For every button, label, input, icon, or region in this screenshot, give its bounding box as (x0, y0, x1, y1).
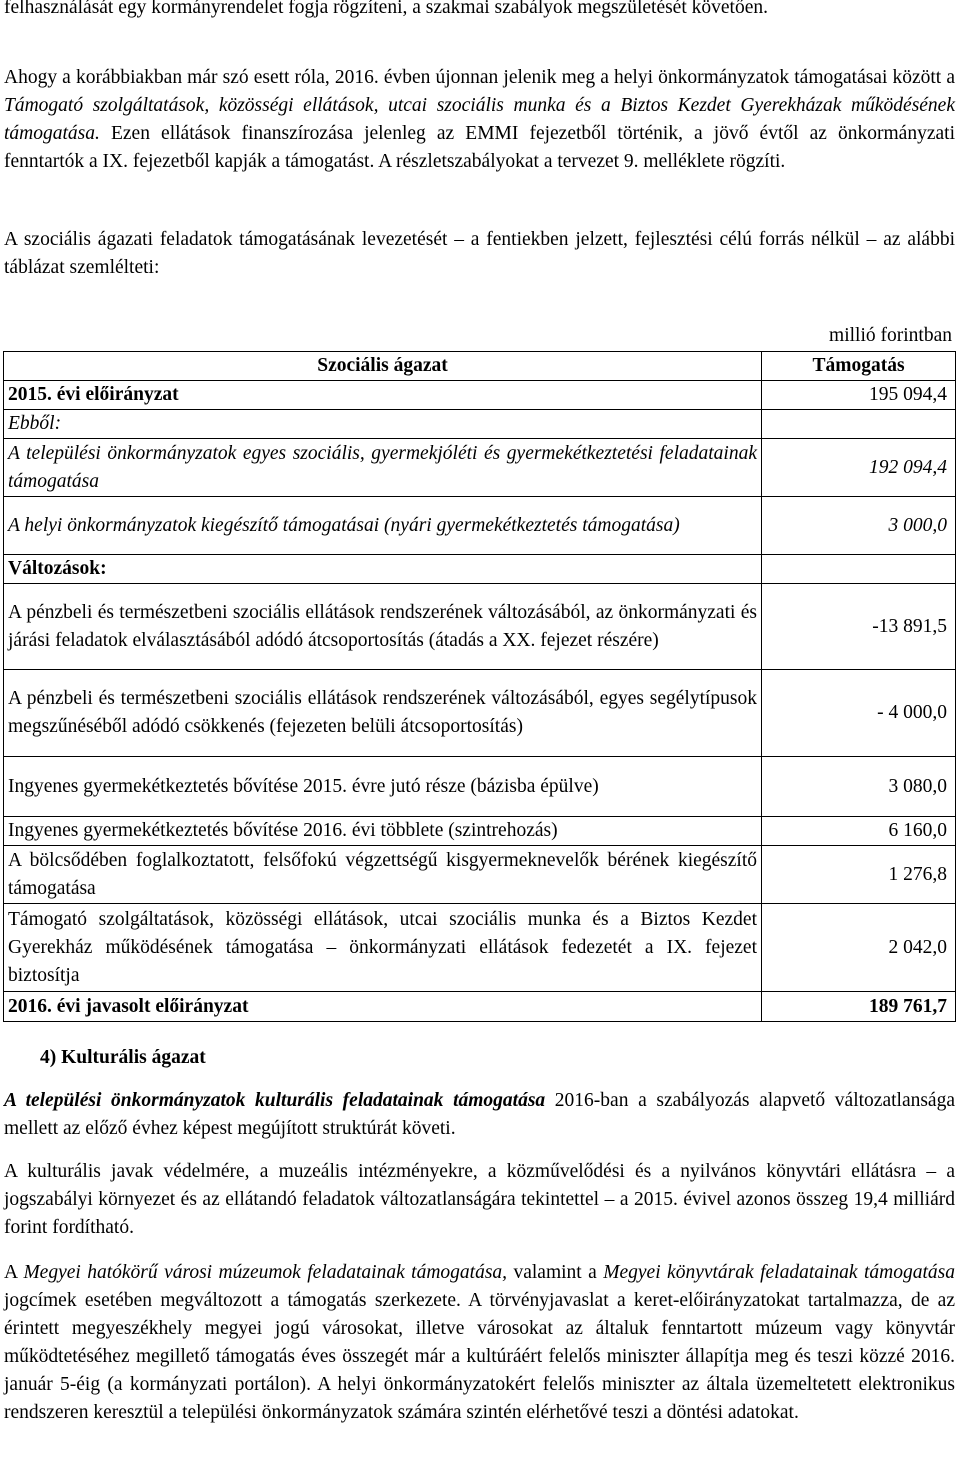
table-row (4, 497, 956, 555)
col-header-sector: Szociális ágazat (4, 352, 762, 381)
table-row (4, 439, 956, 497)
row-value: 192 094,4 (762, 439, 956, 497)
row-value: -13 891,5 (762, 584, 956, 670)
row-label: Ebből: (4, 410, 762, 439)
row-value (762, 555, 956, 584)
row-value: - 4 000,0 (762, 670, 956, 757)
paragraph-text: jogcímek esetében megváltozott a támogatás szerkezete. A törvényjavaslat a keret-előirányzatokat tartalmazza, de az érintett megyeszékhely megyei jogú városokat, illetve városokat az általuk fenntartott múzeum vagy könyvtár működtetéséhez megillető támogatás éves összegét már a kultúráért felelős miniszter állapítja meg és teszi közzé 2016. január 5-éig (a kormányzati portálon). A helyi önkormányzatokért felelős miniszter az általa üzemeltetett elektronikus rendszeren keresztül a települési önkormányzatok számára szintén elérhetővé teszi a döntési adatokat. (4, 1290, 955, 1423)
paragraph-text: 2016-ban a szabályozás alapvető változatlansága mellett az előző évhez képest megújított struktúrát követi. (4, 1090, 955, 1139)
table-row (4, 757, 956, 817)
row-value: 3 080,0 (762, 757, 956, 817)
table-row (4, 381, 956, 410)
row-label: A pénzbeli és természetbeni szociális ellátások rendszerének változásából, az önkormányzati és járási feladatok elválasztásából adódó átcsoportosítás (átadás a XX. fejezet részére) (4, 584, 762, 670)
bold-italic-title: A települési önkormányzatok kulturális feladatainak támogatása (4, 1090, 546, 1111)
row-value: 3 000,0 (762, 497, 956, 555)
unit-label: millió forintban (829, 325, 952, 346)
row-label: A települési önkormányzatok egyes szociális, gyermekjóléti és gyermekétkeztetési feladatainak támogatása (4, 439, 762, 497)
paragraph-table-intro: A szociális ágazati feladatok támogatásának levezetését – a fentiekben jelzett, fejlesztési célú forrás nélkül – az alábbi táblázat szemlélteti: (4, 229, 955, 278)
row-value: 6 160,0 (762, 817, 956, 846)
paragraph-new-supports (4, 64, 955, 176)
table-header-row (4, 352, 956, 381)
row-label: 2015. évi előirányzat (4, 381, 762, 410)
row-label: Támogató szolgáltatások, közösségi ellátások, utcai szociális munka és a Biztos Kezdet Gyerekház működésének támogatása – önkormányzati ellátások fedezetét a IX. fejezet biztosítja (4, 904, 762, 992)
table-row (4, 904, 956, 992)
italic-support-name: Megyei hatókörű városi múzeumok feladatainak támogatása, (23, 1262, 508, 1283)
paragraph-text: valamint a (507, 1262, 604, 1283)
row-value: 195 094,4 (762, 381, 956, 410)
paragraph-culture-support (4, 1087, 955, 1143)
row-label: A bölcsődében foglalkoztatott, felsőfokú végzettségű kisgyermeknevelők bérének kiegészítő támogatása (4, 846, 762, 904)
social-sector-table (3, 351, 956, 1022)
row-value: 1 276,8 (762, 846, 956, 904)
table-total-row (4, 992, 956, 1022)
row-label: Ingyenes gyermekétkeztetés bővítése 2016. évi többlete (szintrehozás) (4, 817, 762, 846)
paragraph-text: Ezen ellátások finanszírozása jelenleg az EMMI fejezetből történik, a jövő évtől az önkormányzati fenntartók a IX. fejezetből kapják a támogatást. A részletszabályokat a tervezet 9. melléklete rögzíti. (4, 123, 955, 172)
italic-support-name: Támogató szolgáltatások, közösségi ellátások, utcai szociális munka és a Biztos Kezdet Gyerekházak működésének támogatása. (4, 95, 955, 144)
paragraph-cultural-goods: A kulturális javak védelmére, a muzeális intézményekre, a közművelődési és a nyilvános könyvtári ellátásra – a jogszabályi környezet és az ellátandó feladatok változatlanságára tekintettel – a 2015. évivel azonos összeg 19,4 milliárd forint fordítható. (4, 1161, 955, 1238)
italic-support-name: Megyei könyvtárak feladatainak támogatása (603, 1262, 955, 1283)
table-row (4, 410, 956, 439)
intro-paragraph: felhasználását egy kormányrendelet fogja rögzíteni, a szakmai szabályok megszületését követően. (4, 0, 768, 18)
section-heading: 4) Kulturális ágazat (40, 1047, 206, 1068)
paragraph-text: A (4, 1262, 24, 1283)
col-header-support: Támogatás (762, 352, 956, 381)
paragraph-text: Ahogy a korábbiakban már szó esett róla, 2016. évben újonnan jelenik meg a helyi önkormányzatok támogatásai között a (4, 67, 955, 88)
table-row (4, 846, 956, 904)
row-value: 189 761,7 (762, 992, 956, 1022)
row-label: A pénzbeli és természetbeni szociális ellátások rendszerének változásából, egyes segélytípusok megszűnéséből adódó csökkenés (fejezeten belüli átcsoportosítás) (4, 670, 762, 757)
paragraph-county-museums (4, 1259, 955, 1427)
row-value (762, 410, 956, 439)
row-label: 2016. évi javasolt előirányzat (4, 992, 762, 1022)
row-label: Változások: (4, 555, 762, 584)
table-row (4, 817, 956, 846)
row-value: 2 042,0 (762, 904, 956, 992)
row-label: A helyi önkormányzatok kiegészítő támogatásai (nyári gyermekétkeztetés támogatása) (4, 497, 762, 555)
row-label: Ingyenes gyermekétkeztetés bővítése 2015. évre jutó része (bázisba épülve) (4, 757, 762, 817)
table-row (4, 555, 956, 584)
table-row (4, 670, 956, 757)
table-row (4, 584, 956, 670)
